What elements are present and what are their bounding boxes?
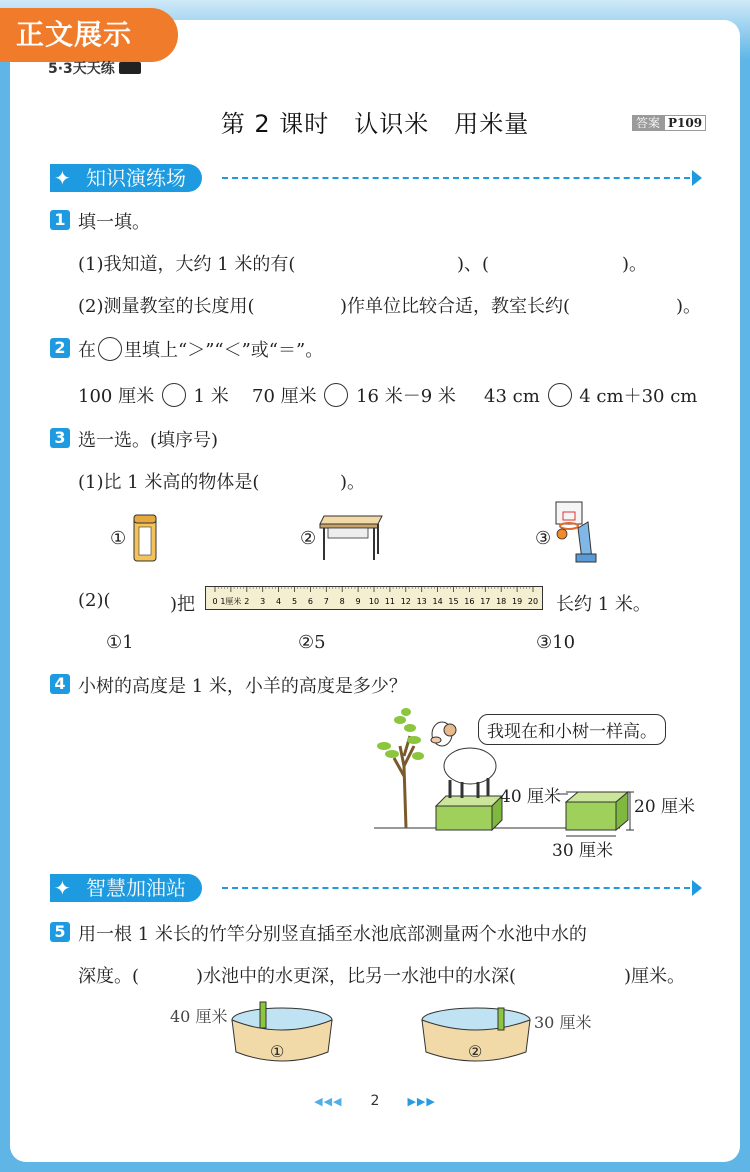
q1-line1-b: )、( — [457, 254, 490, 275]
answer-tag: 答案 — [632, 115, 664, 131]
option-3-label: ③ — [535, 528, 552, 549]
choice-2: ②5 — [298, 632, 326, 653]
q3-part1-b: )。 — [340, 472, 366, 493]
q1-line2-b: )作单位比较合适，教室长约( — [340, 296, 571, 317]
ruler-tick-label: 12 — [400, 597, 411, 606]
ruler-tick-label: 0 — [212, 597, 218, 606]
question-number-5: 5 — [50, 922, 70, 942]
prev-arrows-icon: ◀◀◀ — [314, 1095, 343, 1108]
question-number-1: 1 — [50, 210, 70, 230]
ruler-tick-label: 20 — [527, 597, 539, 606]
ruler-tick-label: 6 — [307, 597, 313, 606]
ruler-tick-label: 14 — [432, 597, 443, 606]
answer-ref — [632, 114, 706, 131]
label-20cm: 20 厘米 — [634, 797, 696, 817]
ruler-tick-label: 2 — [244, 597, 250, 606]
q3-part2-c: 长约 1 米。 — [556, 594, 651, 615]
brand-logo — [48, 58, 141, 78]
runner-icon: ✦ — [54, 166, 71, 190]
ruler-tick-label: 13 — [416, 597, 427, 606]
answer-circle-2[interactable] — [324, 383, 348, 407]
ruler-tick-label: 10 — [368, 597, 380, 606]
page-number: 2 — [370, 1093, 380, 1109]
label-40cm: 40 厘米 — [500, 787, 562, 807]
q1-line2-a: (2)测量教室的长度用( — [78, 296, 255, 317]
next-arrows-icon: ▶▶▶ — [407, 1095, 436, 1108]
option-2-label: ② — [300, 528, 317, 549]
ruler-tick-label: 16 — [464, 597, 475, 606]
section-header-2 — [50, 874, 702, 902]
ruler-tick-label: 19 — [512, 597, 523, 606]
page-footer — [0, 1090, 750, 1110]
answer-page: P109 — [664, 115, 706, 131]
ruler-ticks — [205, 586, 543, 610]
compare-circle-icon — [98, 337, 122, 361]
section-title-2: ✦ 智慧加油站 — [50, 874, 202, 902]
pool-2-depth: 30 厘米 — [534, 1013, 592, 1032]
tree-icon — [377, 708, 424, 828]
q1-line1-a: (1)我知道，大约 1 米的有( — [78, 254, 296, 275]
box-30cm-icon — [566, 792, 628, 830]
q2-prompt: 在 里填上“＞”“＜”或“＝”。 — [78, 336, 323, 362]
answer-circle-1[interactable] — [162, 383, 186, 407]
question-number-4: 4 — [50, 674, 70, 694]
q3-part2-b: )把 — [170, 594, 196, 615]
question-number-2: 2 — [50, 338, 70, 358]
ruler-tick-label: 18 — [496, 597, 507, 606]
glue-stick-icon — [132, 513, 162, 563]
speech-bubble: 我现在和小树一样高。 — [478, 714, 666, 745]
label-30cm: 30 厘米 — [552, 841, 614, 861]
q3-prompt: 选一选。(填序号) — [78, 430, 219, 451]
badge-label: 正文展示 — [0, 8, 178, 62]
q1-line2-c: )。 — [676, 296, 702, 317]
pool-1-label: ① — [270, 1042, 285, 1061]
ruler-tick-label: 5 — [291, 597, 298, 606]
ruler-tick-label: 7 — [323, 597, 329, 606]
desk-icon — [318, 512, 384, 562]
q2-item-2: 70 厘米 16 米－9 米 — [252, 382, 456, 408]
hand-icon — [119, 62, 141, 74]
ruler-tick-label: 4 — [276, 597, 282, 606]
ruler-tick-label: 8 — [339, 597, 345, 606]
q1-prompt: 填一填。 — [78, 212, 150, 233]
question-number-3: 3 — [50, 428, 70, 448]
page-title: 第 2 课时 认识米 用米量 — [220, 110, 530, 138]
answer-circle-3[interactable] — [548, 383, 572, 407]
q5-line1: 用一根 1 米长的竹竿分别竖直插至水池底部测量两个水池中水的 — [78, 924, 587, 945]
ruler-tick-label: 15 — [448, 597, 459, 606]
runner-icon: ✦ — [54, 876, 71, 900]
section-header-1 — [50, 164, 702, 192]
ruler-tick-label: 11 — [384, 597, 395, 606]
choice-3: ③10 — [536, 632, 576, 653]
q3-part1-a: (1)比 1 米高的物体是( — [78, 472, 260, 493]
q2-item-1: 100 厘米 1 米 — [78, 382, 229, 408]
ruler-tick-label: 17 — [480, 597, 491, 606]
q5-line2-b: )水池中的水更深，比另一水池中的水深( — [196, 966, 517, 987]
q2-item-3: 43 cm 4 cm＋30 cm — [484, 382, 697, 408]
q4-prompt: 小树的高度是 1 米，小羊的高度是多少？ — [78, 676, 407, 697]
choice-1: ①1 — [106, 632, 134, 653]
box-40cm-icon — [436, 796, 502, 830]
option-1-label: ① — [110, 528, 127, 549]
q3-part2-a: (2)( — [78, 590, 111, 611]
brand-text: 5·3天天练 — [48, 61, 115, 77]
q5-line2-a: 深度。( — [78, 966, 140, 987]
ruler-tick-label: 1厘米 — [220, 597, 242, 606]
q5-line2-c: )厘米。 — [624, 966, 686, 987]
section-title-1: ✦ 知识演练场 — [50, 164, 202, 192]
ruler-tick-label: 9 — [355, 597, 361, 606]
basketball-hoop-icon — [552, 500, 598, 564]
pool-1-depth: 40 厘米 — [170, 1007, 228, 1026]
q1-line1-c: )。 — [622, 254, 648, 275]
ruler-tick-label: 3 — [260, 597, 266, 606]
pool-2-label: ② — [468, 1042, 483, 1061]
